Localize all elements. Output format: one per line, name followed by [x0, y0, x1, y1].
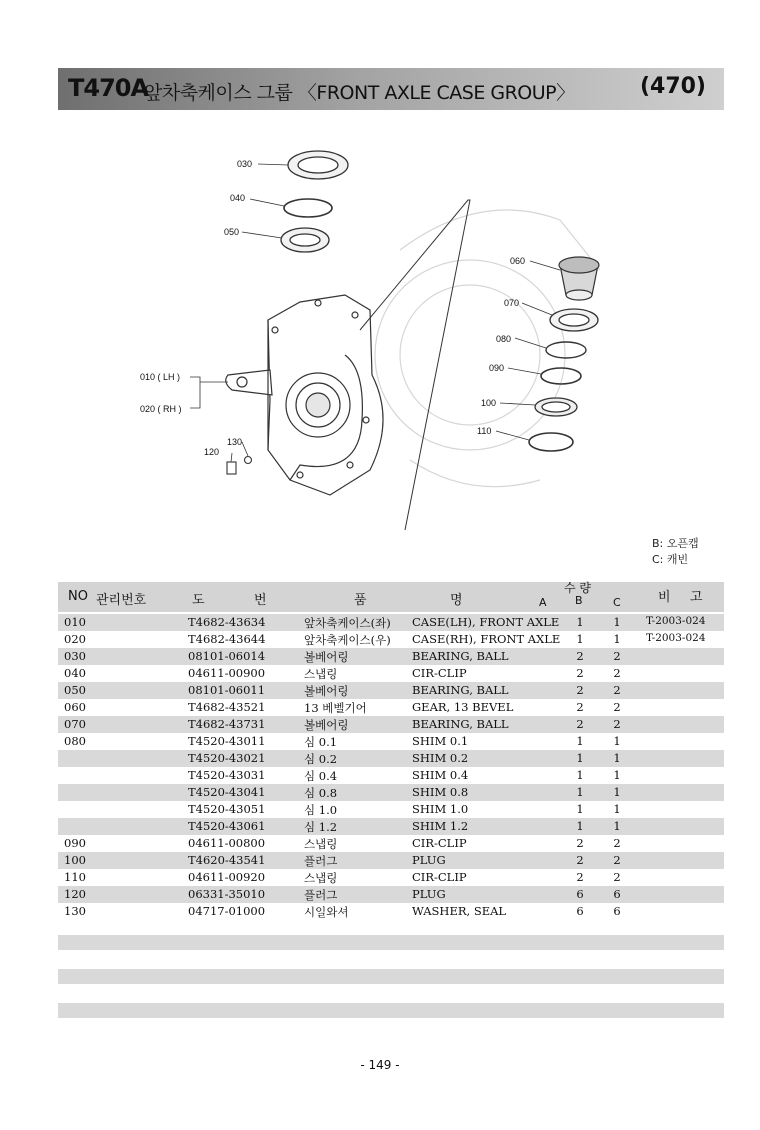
row-english-name: GEAR, 13 BEVEL [412, 700, 514, 714]
row-korean-name: 스냅링 [304, 871, 338, 885]
row-qty-b: 1 [576, 632, 584, 646]
blank-row-band [58, 1003, 724, 1018]
row-english-name: SHIM 1.2 [412, 819, 469, 833]
row-part-number: 08101-06014 [188, 649, 266, 663]
row-english-name: SHIM 0.4 [412, 768, 469, 782]
row-part-number: T4520-43041 [188, 785, 266, 799]
row-no: 120 [64, 887, 86, 901]
row-qty-b: 2 [576, 717, 584, 731]
row-english-name: CIR-CLIP [412, 836, 467, 850]
row-english-name: CIR-CLIP [412, 666, 467, 680]
row-no: 130 [64, 904, 86, 918]
header-remark-1: 비 [658, 590, 671, 605]
group-number: (470) [639, 74, 706, 99]
table-row [58, 648, 724, 665]
plug-washer-drawing [227, 457, 252, 475]
row-qty-c: 1 [613, 802, 621, 816]
row-korean-name: 시일와셔 [304, 905, 349, 919]
row-no: 060 [64, 700, 86, 714]
callout-020-rh: 020 ( RH ) [140, 404, 182, 414]
row-qty-b: 1 [576, 751, 584, 765]
row-no: 040 [64, 666, 86, 680]
row-part-number: T4520-43011 [188, 734, 266, 748]
table-row [58, 682, 724, 699]
callout-130: 130 [227, 437, 243, 447]
row-part-number: 08101-06011 [188, 683, 266, 697]
callout-120: 120 [204, 447, 220, 457]
table-row [58, 784, 724, 801]
callout-030: 030 [237, 159, 253, 169]
row-part-number: T4520-43051 [188, 802, 266, 816]
row-english-name: BEARING, BALL [412, 683, 509, 697]
row-part-number: T4620-43541 [188, 853, 266, 867]
row-korean-name: 심 1.2 [304, 820, 338, 834]
group-title: 앞차축케이스 그룹 〈FRONT AXLE CASE GROUP〉 [144, 82, 575, 104]
row-no: 010 [64, 615, 86, 629]
row-qty-c: 1 [613, 751, 621, 765]
row-no: 090 [64, 836, 86, 850]
row-english-name: CIR-CLIP [412, 870, 467, 884]
row-english-name: CASE(RH), FRONT AXLE [412, 632, 561, 646]
clip-040-drawing [284, 199, 332, 217]
row-no: 070 [64, 717, 86, 731]
callout-080: 080 [496, 334, 512, 344]
legend-c: C: 캐빈 [652, 553, 689, 566]
row-qty-b: 2 [576, 870, 584, 884]
row-qty-c: 2 [613, 683, 621, 697]
row-qty-b: 2 [576, 836, 584, 850]
row-remark: T-2003-024 [646, 615, 706, 627]
table-row [58, 869, 724, 886]
callout-060: 060 [510, 256, 526, 266]
callout-090: 090 [489, 363, 505, 373]
table-row [58, 699, 724, 716]
row-qty-b: 2 [576, 853, 584, 867]
row-english-name: SHIM 0.8 [412, 785, 469, 799]
clip-110-drawing [529, 433, 573, 451]
row-part-number: 04611-00900 [188, 666, 266, 680]
row-qty-c: 1 [613, 734, 621, 748]
row-qty-b: 2 [576, 700, 584, 714]
callout-100: 100 [481, 398, 497, 408]
bearing-030-drawing [288, 151, 348, 179]
callout-070: 070 [504, 298, 520, 308]
row-no: 100 [64, 853, 86, 867]
row-qty-c: 1 [613, 768, 621, 782]
row-qty-b: 1 [576, 785, 584, 799]
row-korean-name: 플러그 [304, 854, 338, 868]
row-english-name: WASHER, SEAL [412, 904, 507, 918]
row-qty-c: 1 [613, 615, 621, 629]
header-remark-2: 고 [690, 590, 703, 605]
parts-table-body [58, 614, 724, 920]
header-drawing-2: 번 [254, 593, 267, 608]
row-qty-b: 2 [576, 666, 584, 680]
shim-080-drawing [546, 342, 586, 358]
header-qty-c: C [613, 596, 621, 609]
row-part-number: T4682-43634 [188, 615, 266, 629]
header-drawing-1: 도 [192, 593, 205, 608]
table-row [58, 614, 724, 631]
row-no: 030 [64, 649, 86, 663]
row-english-name: SHIM 1.0 [412, 802, 469, 816]
background-housing-ghost [375, 210, 600, 487]
row-part-number: 04611-00920 [188, 870, 266, 884]
table-row [58, 716, 724, 733]
row-korean-name: 심 0.4 [304, 769, 338, 783]
row-english-name: SHIM 0.1 [412, 734, 469, 748]
table-row [58, 903, 724, 920]
header-qty-a: A [539, 596, 547, 609]
callout-110: 110 [477, 426, 492, 436]
row-korean-name: 플러그 [304, 888, 338, 902]
row-qty-c: 1 [613, 632, 621, 646]
table-row [58, 733, 724, 750]
exploded-parts-diagram [0, 120, 760, 540]
row-english-name: CASE(LH), FRONT AXLE [412, 615, 560, 629]
row-qty-b: 1 [576, 615, 584, 629]
row-qty-c: 2 [613, 853, 621, 867]
callout-040: 040 [230, 193, 246, 203]
row-korean-name: 심 0.2 [304, 752, 338, 766]
parts-table-header [58, 582, 724, 612]
row-qty-b: 1 [576, 802, 584, 816]
table-row [58, 801, 724, 818]
row-korean-name: 앞차축케이스(좌) [304, 616, 391, 630]
header-mgmt-number: 관리번호 [96, 593, 147, 608]
row-korean-name: 스냅링 [304, 667, 338, 681]
row-english-name: BEARING, BALL [412, 717, 509, 731]
table-row [58, 835, 724, 852]
table-row [58, 665, 724, 682]
blank-row-band [58, 935, 724, 950]
page-number: - 149 - [360, 1058, 400, 1072]
row-korean-name: 심 1.0 [304, 803, 338, 817]
legend-b: B: 오픈캡 [652, 537, 699, 550]
table-row [58, 750, 724, 767]
row-no: 050 [64, 683, 86, 697]
row-part-number: T4682-43521 [188, 700, 266, 714]
row-part-number: T4682-43731 [188, 717, 266, 731]
header-no: NO [68, 589, 88, 604]
header-name-2: 명 [450, 593, 463, 608]
header-name-1: 품 [354, 593, 367, 608]
row-qty-c: 2 [613, 870, 621, 884]
row-korean-name: 볼베어링 [304, 684, 349, 698]
row-part-number: T4520-43061 [188, 819, 266, 833]
row-korean-name: 앞차축케이스(우) [304, 633, 391, 647]
blank-row-band [58, 969, 724, 984]
front-axle-case-drawing [226, 295, 383, 495]
callout-010-lh: 010 ( LH ) [140, 372, 181, 382]
row-part-number: 04611-00800 [188, 836, 266, 850]
row-qty-b: 6 [576, 887, 584, 901]
row-no: 110 [64, 870, 86, 884]
row-korean-name: 볼베어링 [304, 718, 349, 732]
row-korean-name: 볼베어링 [304, 650, 349, 664]
row-qty-b: 1 [576, 768, 584, 782]
row-part-number: 04717-01000 [188, 904, 266, 918]
row-qty-b: 1 [576, 734, 584, 748]
row-part-number: T4520-43031 [188, 768, 266, 782]
bevel-gear-060-drawing [559, 257, 599, 300]
table-row [58, 767, 724, 784]
row-qty-c: 6 [613, 887, 621, 901]
row-qty-c: 2 [613, 666, 621, 680]
row-english-name: BEARING, BALL [412, 649, 509, 663]
row-korean-name: 13 베벨기어 [304, 701, 367, 715]
row-no: 080 [64, 734, 86, 748]
row-qty-c: 1 [613, 819, 621, 833]
row-qty-b: 2 [576, 649, 584, 663]
row-remark: T-2003-024 [646, 632, 706, 644]
row-qty-c: 6 [613, 904, 621, 918]
table-row [58, 818, 724, 835]
row-english-name: PLUG [412, 887, 446, 901]
row-qty-b: 6 [576, 904, 584, 918]
cab-type-legend [652, 536, 699, 568]
row-qty-b: 1 [576, 819, 584, 833]
row-english-name: SHIM 0.2 [412, 751, 469, 765]
row-korean-name: 심 0.8 [304, 786, 338, 800]
header-qty-b: B [575, 594, 583, 607]
bearing-050-drawing [281, 228, 329, 252]
row-qty-c: 2 [613, 836, 621, 850]
table-row [58, 631, 724, 648]
row-part-number: T4682-43644 [188, 632, 266, 646]
row-qty-c: 2 [613, 717, 621, 731]
row-part-number: T4520-43021 [188, 751, 266, 765]
page-header-bar [58, 68, 724, 110]
row-qty-c: 2 [613, 700, 621, 714]
callout-050: 050 [224, 227, 240, 237]
row-part-number: 06331-35010 [188, 887, 266, 901]
row-korean-name: 스냅링 [304, 837, 338, 851]
bearing-070-drawing [550, 309, 598, 331]
plug-100-drawing [535, 398, 577, 416]
table-row [58, 886, 724, 903]
row-qty-c: 1 [613, 785, 621, 799]
row-qty-b: 2 [576, 683, 584, 697]
row-no: 020 [64, 632, 86, 646]
row-english-name: PLUG [412, 853, 446, 867]
group-code: T470A [68, 74, 149, 102]
row-qty-c: 2 [613, 649, 621, 663]
header-quantity: 수 량 [564, 581, 591, 595]
row-korean-name: 심 0.1 [304, 735, 338, 749]
table-row [58, 852, 724, 869]
